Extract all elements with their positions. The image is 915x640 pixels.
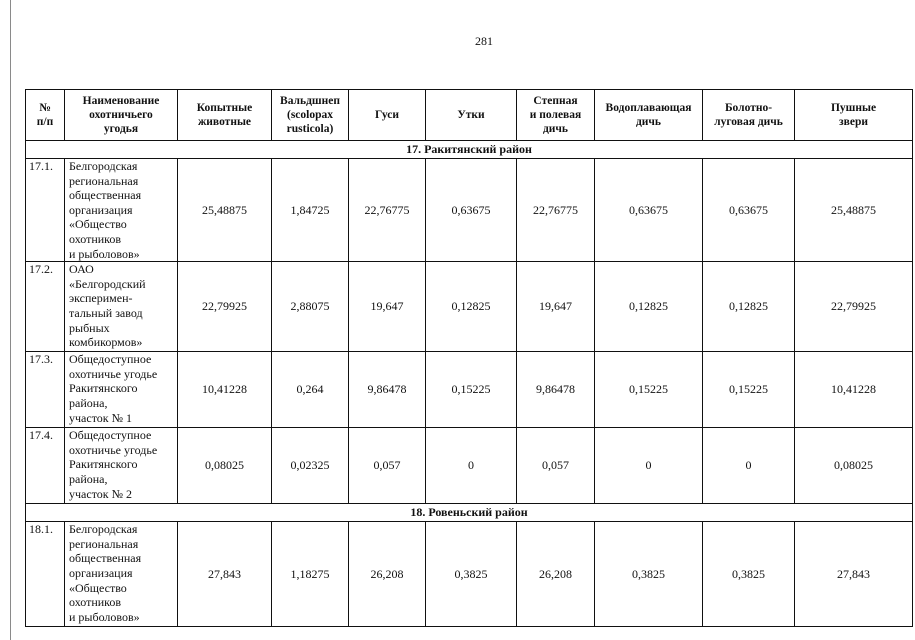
value-cell: 0,08025 — [795, 428, 913, 504]
value-cell: 9,86478 — [349, 352, 426, 428]
value-cell: 0,12825 — [703, 262, 795, 352]
value-cell: 0,15225 — [595, 352, 703, 428]
value-cell: 0,3825 — [703, 522, 795, 627]
header-cell: Утки — [426, 90, 517, 141]
hunting-ground-name: Общедоступное охотничье угодье Ракитянского района, участок № 2 — [65, 428, 178, 504]
value-cell: 0,63675 — [426, 159, 517, 262]
table-row — [26, 159, 913, 262]
header-cell: Степная и полевая дичь — [517, 90, 595, 141]
value-cell: 26,208 — [349, 522, 426, 627]
table-row — [26, 262, 913, 352]
value-cell: 0 — [426, 428, 517, 504]
value-cell: 22,76775 — [349, 159, 426, 262]
row-number: 18.1. — [26, 522, 65, 627]
hunting-quota-table — [25, 89, 913, 627]
value-cell: 0,057 — [517, 428, 595, 504]
header-cell: Наименование охотничьего угодья — [65, 90, 178, 141]
table-row — [26, 428, 913, 504]
header-cell: Копытные животные — [178, 90, 272, 141]
value-cell: 27,843 — [178, 522, 272, 627]
value-cell: 0,3825 — [426, 522, 517, 627]
value-cell: 0,63675 — [595, 159, 703, 262]
value-cell: 0,12825 — [426, 262, 517, 352]
value-cell: 0,3825 — [595, 522, 703, 627]
value-cell: 0 — [703, 428, 795, 504]
value-cell: 0 — [595, 428, 703, 504]
page-edge-line — [10, 0, 11, 640]
header-row — [26, 90, 913, 141]
value-cell: 19,647 — [349, 262, 426, 352]
section-title: 17. Ракитянский район — [26, 141, 913, 159]
value-cell: 27,843 — [795, 522, 913, 627]
header-cell: Водоплавающая дичь — [595, 90, 703, 141]
value-cell: 0,02325 — [272, 428, 349, 504]
hunting-ground-name: Общедоступное охотничье угодье Ракитянского района, участок № 1 — [65, 352, 178, 428]
value-cell: 0,12825 — [595, 262, 703, 352]
value-cell: 0,08025 — [178, 428, 272, 504]
header-cell: Болотно- луговая дичь — [703, 90, 795, 141]
value-cell: 26,208 — [517, 522, 595, 627]
row-number: 17.4. — [26, 428, 65, 504]
row-number: 17.3. — [26, 352, 65, 428]
value-cell: 9,86478 — [517, 352, 595, 428]
table-row — [26, 352, 913, 428]
section-title: 18. Ровеньский район — [26, 504, 913, 522]
header-cell: Вальдшнеп (scolopax rusticola) — [272, 90, 349, 141]
value-cell: 0,15225 — [426, 352, 517, 428]
value-cell: 19,647 — [517, 262, 595, 352]
value-cell: 22,79925 — [178, 262, 272, 352]
section-row — [26, 141, 913, 159]
value-cell: 10,41228 — [795, 352, 913, 428]
row-number: 17.1. — [26, 159, 65, 262]
hunting-ground-name: ОАО «Белгородский эксперимен- тальный завод рыбных комбикормов» — [65, 262, 178, 352]
header-cell: Пушные звери — [795, 90, 913, 141]
page-number: 281 — [475, 34, 493, 48]
value-cell: 22,76775 — [517, 159, 595, 262]
value-cell: 0,63675 — [703, 159, 795, 262]
value-cell: 22,79925 — [795, 262, 913, 352]
value-cell: 2,88075 — [272, 262, 349, 352]
value-cell: 25,48875 — [178, 159, 272, 262]
header-cell: № п/п — [26, 90, 65, 141]
value-cell: 25,48875 — [795, 159, 913, 262]
value-cell: 1,84725 — [272, 159, 349, 262]
value-cell: 0,264 — [272, 352, 349, 428]
value-cell: 10,41228 — [178, 352, 272, 428]
value-cell: 0,057 — [349, 428, 426, 504]
value-cell: 0,15225 — [703, 352, 795, 428]
row-number: 17.2. — [26, 262, 65, 352]
value-cell: 1,18275 — [272, 522, 349, 627]
hunting-ground-name: Белгородская региональная общественная организация «Общество охотников и рыболовов» — [65, 159, 178, 262]
table-row — [26, 522, 913, 627]
header-cell: Гуси — [349, 90, 426, 141]
hunting-ground-name: Белгородская региональная общественная организация «Общество охотников и рыболовов» — [65, 522, 178, 627]
section-row — [26, 504, 913, 522]
